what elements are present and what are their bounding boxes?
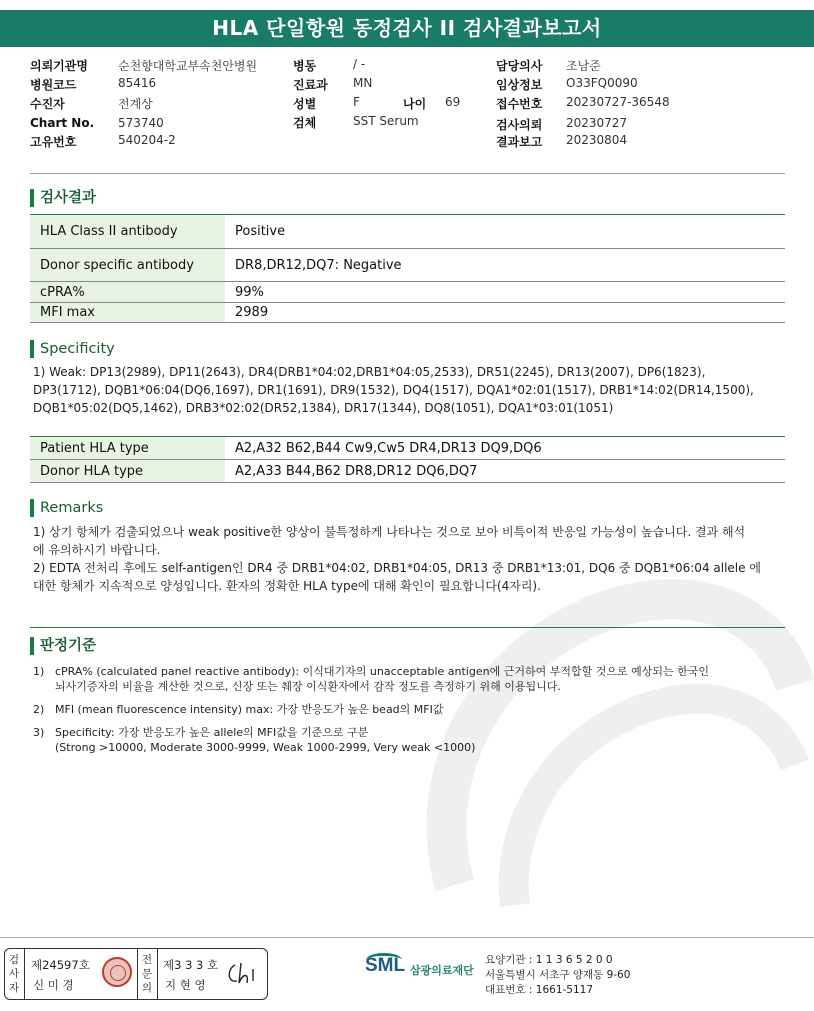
hla-type-table <box>30 436 785 483</box>
table-row <box>30 215 785 249</box>
hla-value: A2,A32 B62,B44 Cw9,Cw5 DR4,DR13 DQ9,DQ6 <box>225 437 785 460</box>
criteria-number: 2) <box>33 703 45 716</box>
result-value: DR8,DR12,DQ7: Negative <box>225 249 785 282</box>
specificity-heading: Specificity <box>30 340 115 358</box>
org-name: 삼광의료재단 <box>410 964 474 977</box>
ward-label: 병동 <box>293 59 317 73</box>
table-row <box>30 282 785 303</box>
age-value: 69 <box>445 95 461 109</box>
result-key: MFI max <box>30 303 225 323</box>
criteria-line: (Strong >10000, Moderate 3000-9999, Weak 1000-2999, Very weak <1000) <box>55 741 476 754</box>
table-row <box>30 437 785 460</box>
doctor-label: 담당의사 <box>496 59 543 73</box>
patient-label: 수진자 <box>30 97 65 111</box>
receipt-value: 20230727-36548 <box>566 95 670 109</box>
remarks-line: 1) 상기 항체가 검출되었으나 weak positive한 양상이 불특정하게 나타나는 것으로 보아 비특이적 반응일 가능성이 높습니다. 결과 해석 <box>33 525 746 539</box>
request-label: 검사의뢰 <box>496 118 543 132</box>
institution-value: 순천향대학교부속천안병원 <box>118 59 258 73</box>
specificity-line: 1) Weak: DP13(2989), DP11(2643), DR4(DRB1*04:02,DRB1*04:05,2533), DR51(2245), DR13(2007), DP6(1823), <box>33 365 706 379</box>
hospital-code-label: 병원코드 <box>30 78 77 92</box>
hla-key: Patient HLA type <box>30 437 225 460</box>
hospital-code-value: 85416 <box>118 76 157 90</box>
unique-value: 540204-2 <box>118 133 176 147</box>
specimen-value: SST Serum <box>353 114 419 128</box>
examiner-name: 신 미 경 <box>33 978 74 992</box>
specialist-vertical-label: 전문의 <box>141 954 153 994</box>
result-value: 2989 <box>225 303 785 323</box>
remarks-line: 에 유의하시기 바랍니다. <box>33 543 161 557</box>
patient-value: 전계상 <box>118 97 153 111</box>
report-title: HLA 단일항원 동정검사 II 검사결과보고서 <box>0 10 814 47</box>
receipt-label: 접수번호 <box>496 97 543 111</box>
org-phone: 대표번호 : 1661-5117 <box>485 984 594 996</box>
result-value: Positive <box>225 215 785 249</box>
criteria-number: 1) <box>33 665 45 678</box>
specificity-text <box>33 363 785 417</box>
sml-logo: SML <box>365 955 406 976</box>
chart-value: 573740 <box>118 116 164 130</box>
institution-label: 의뢰기관명 <box>30 59 88 73</box>
specialist-number: 제3 3 3 호 <box>163 958 219 972</box>
hla-key: Donor HLA type <box>30 460 225 483</box>
age-label: 나이 <box>403 97 427 111</box>
examiner-vertical-label: 검사자 <box>8 954 20 994</box>
unique-label: 고유번호 <box>30 135 77 149</box>
clinical-value: O33FQ0090 <box>566 76 638 90</box>
result-key: Donor specific antibody <box>30 249 225 282</box>
report-value: 20230804 <box>566 133 628 147</box>
remarks-heading: Remarks <box>30 499 103 517</box>
results-heading: 검사결과 <box>30 189 96 207</box>
remarks-line: 대한 항체가 지속적으로 양성입니다. 환자의 정확한 HLA type에 대해 확인이 필요합니다(4자리). <box>33 579 541 593</box>
dept-label: 진료과 <box>293 78 328 92</box>
dept-value: MN <box>353 76 373 90</box>
seal-stamp-icon <box>102 957 132 987</box>
results-table <box>30 214 785 323</box>
hla-value: A2,A33 B44,B62 DR8,DR12 DQ6,DQ7 <box>225 460 785 483</box>
table-row <box>30 249 785 282</box>
org-address: 서울특별시 서초구 양재동 9-60 <box>485 969 631 981</box>
chart-label: Chart No. <box>30 116 95 130</box>
criteria-heading: 판정기준 <box>30 637 96 655</box>
signature-box <box>4 948 268 1000</box>
table-row <box>30 303 785 323</box>
specificity-line: DQB1*05:02(DQ5,1462), DRB3*02:02(DR52,1384), DR17(1344), DQ8(1051), DQA1*03:01(1051) <box>33 401 614 415</box>
org-contact <box>485 953 630 998</box>
header-divider <box>30 173 785 174</box>
specimen-label: 검체 <box>293 116 317 130</box>
criteria-line: MFI (mean fluorescence intensity) max: 가장 반응도가 높은 bead의 MFI값 <box>55 703 444 716</box>
org-code: 요양기관 : 1 1 3 6 5 2 0 0 <box>485 954 613 966</box>
specialist-name: 지 현 영 <box>165 978 206 992</box>
criteria-number: 3) <box>33 726 45 739</box>
result-key: HLA Class II antibody <box>30 215 225 249</box>
table-row <box>30 460 785 483</box>
sex-label: 성별 <box>293 97 317 111</box>
criteria-line: Specificity: 가장 반응도가 높은 allele의 MFI값을 기준으로 구분 <box>55 726 369 739</box>
doctor-value: 조남준 <box>566 59 601 73</box>
sex-value: F <box>353 95 360 109</box>
result-value: 99% <box>225 282 785 303</box>
footer-divider <box>0 937 814 938</box>
patient-info <box>0 53 814 153</box>
criteria-line: cPRA% (calculated panel reactive antibody): 이식대기자의 unacceptable antigen에 근거하여 부적합할 것으로 예상되는 한국인 <box>55 665 709 678</box>
criteria-line: 뇌사기증자의 비율을 계산한 것으로, 신장 또는 췌장 이식환자에서 감작 정도를 측정하기 위해 이용됩니다. <box>55 680 561 693</box>
specificity-line: DP3(1712), DQB1*06:04(DQ6,1697), DR1(1691), DR9(1532), DQ4(1517), DQA1*02:01(1517), DRB1*14:02(DR14,1500), <box>33 383 754 397</box>
clinical-label: 임상정보 <box>496 78 543 92</box>
remarks-line: 2) EDTA 전처리 후에도 self-antigen인 DR4 중 DRB1*04:02, DRB1*04:05, DR13 중 DRB1*13:01, DQ6 중 DQB1*06:04 allele 에 <box>33 561 761 575</box>
report-label: 결과보고 <box>496 135 543 149</box>
watermark-logo <box>395 505 814 935</box>
result-key: cPRA% <box>30 282 225 303</box>
signature-icon <box>225 959 263 989</box>
ward-value: / - <box>353 57 366 71</box>
request-value: 20230727 <box>566 116 628 130</box>
examiner-number: 제24597호 <box>31 958 90 972</box>
